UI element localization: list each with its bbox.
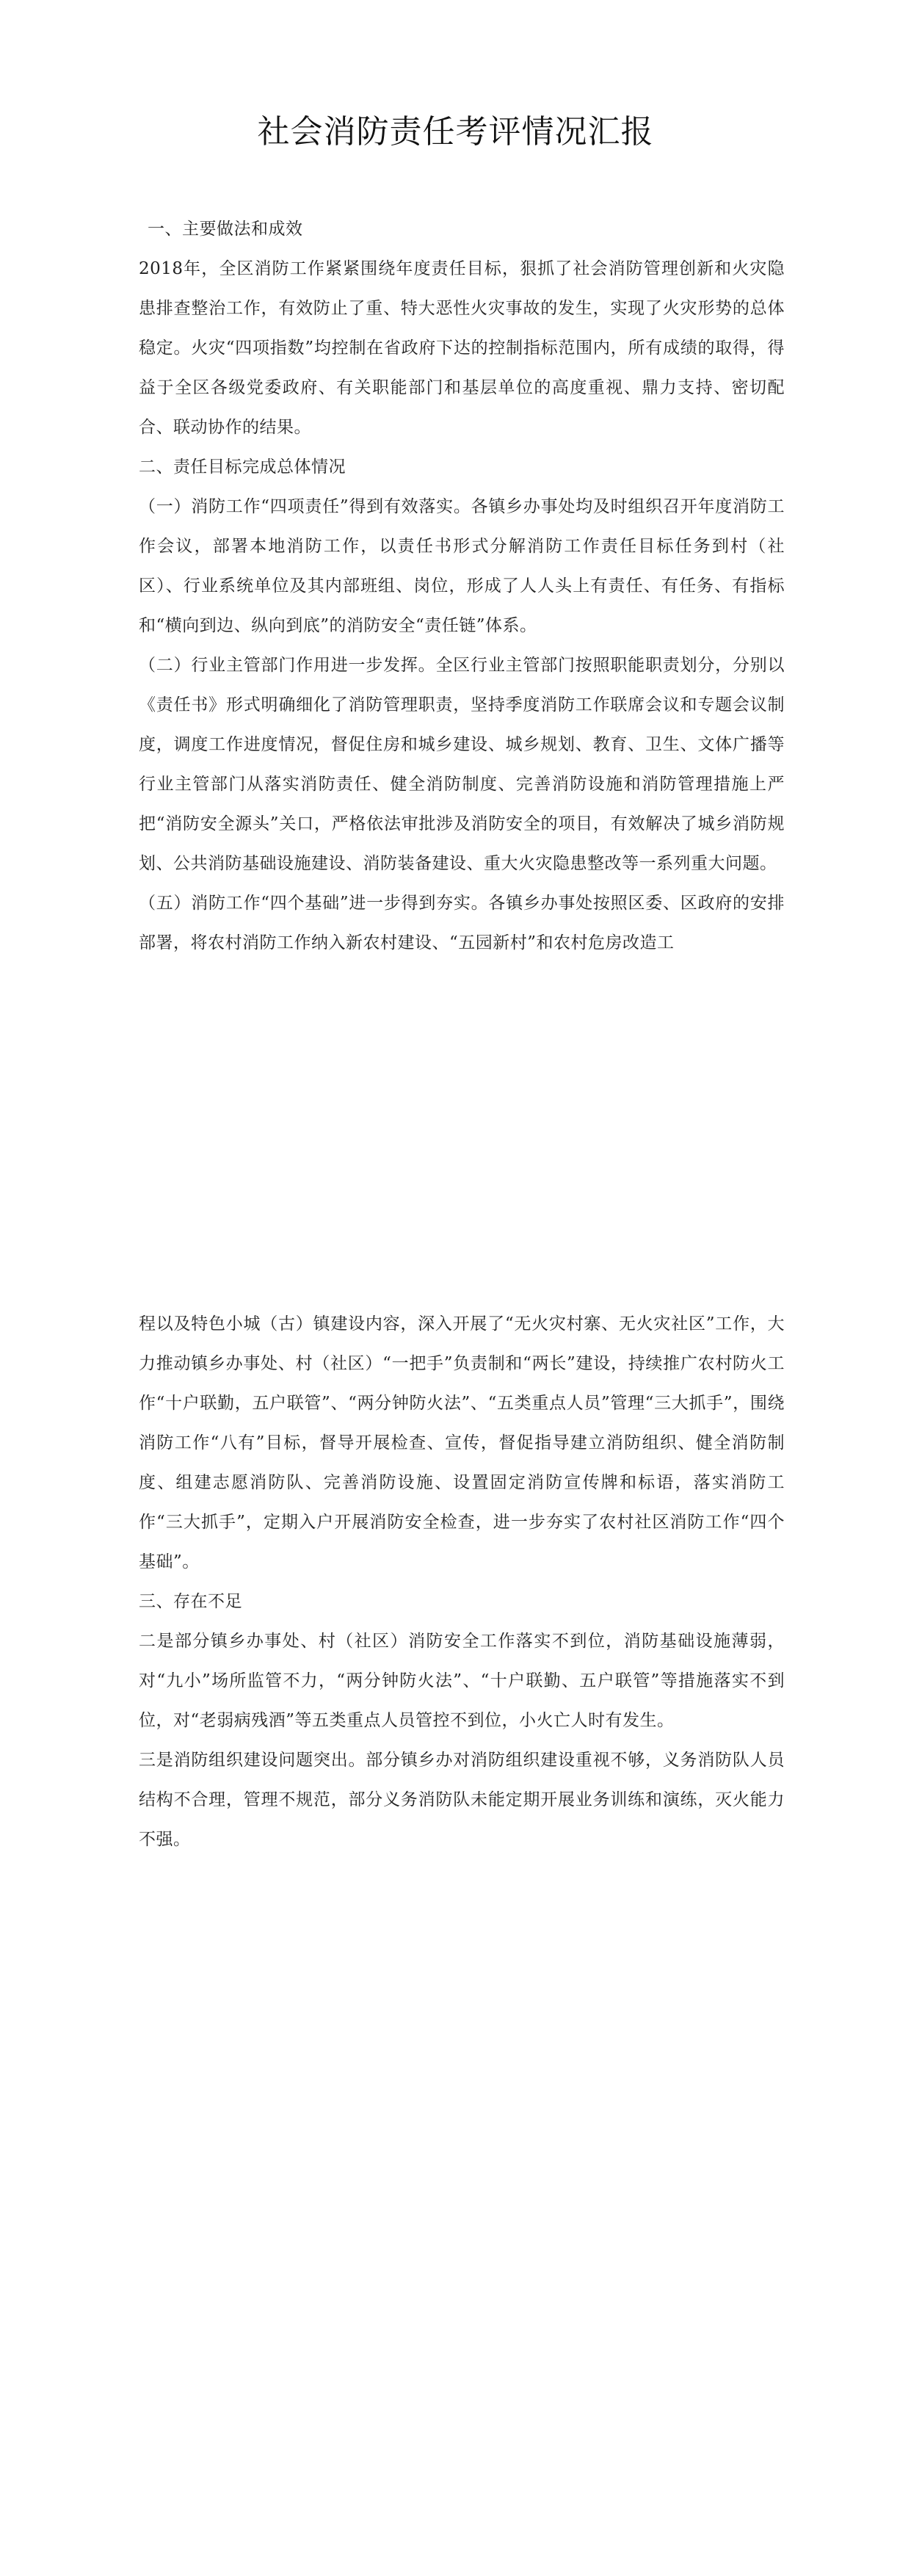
paragraph-four-foundations-start: （五）消防工作“四个基础”进一步得到夯实。各镇乡办事处按照区委、区政府的安排部署，将农村消防工作纳入新农村建设、“五园新村”和农村危房改造工 xyxy=(139,894,785,952)
section-heading-main-practices: 一、主要做法和成效 xyxy=(148,220,303,239)
paragraph-four-responsibilities: （一）消防工作“四项责任”得到有效落实。各镇乡办事处均及时组织召开年度消防工作会议，部署本地消防工作，以责任书形式分解消防工作责任目标任务到村（社区）、行业系统单位及其内部班组、岗位，形成了人人头上有责任、有任务、有指标和“横向到边、纵向到底”的消防安全“责任链”体系。 xyxy=(139,497,785,635)
paragraph-shortcoming-three: 三是消防组织建设问题突出。部分镇乡办对消防组织建设重视不够，义务消防队人员结构不合理，管理不规范，部分义务消防队未能定期开展业务训练和演练，灭火能力不强。 xyxy=(139,1751,785,1849)
content-block-upper xyxy=(139,209,785,963)
paragraph-four-foundations-continued: 程以及特色小城（古）镇建设内容，深入开展了“无火灾村寨、无火灾社区”工作，大力推动镇乡办事处、村（社区）“一把手”负责制和“两长”建设，持续推广农村防火工作“十户联勤，五户联管”、“两分钟防火法”、“五类重点人员”管理“三大抓手”，围绕消防工作“八有”目标，督导开展检查、宣传，督促指导建立消防组织、健全消防制度、组建志愿消防队、完善消防设施、设置固定消防宣传牌和标语，落实消防工作“三大抓手”，定期入户开展消防安全检查，进一步夯实了农村社区消防工作“四个基础”。 xyxy=(139,1314,785,1571)
section-heading-shortcomings: 三、存在不足 xyxy=(139,1592,242,1611)
document-title: 社会消防责任考评情况汇报 xyxy=(257,113,654,151)
section-heading-targets: 二、责任目标完成总体情况 xyxy=(139,457,346,477)
content-block-lower xyxy=(139,1304,785,1859)
paragraph-overview: 2018年，全区消防工作紧紧围绕年度责任目标，狠抓了社会消防管理创新和火灾隐患排查整治工作，有效防止了重、特大恶性火灾事故的发生，实现了火灾形势的总体稳定。火灾“四项指数”均控制在省政府下达的控制指标范围内，所有成绩的取得，得益于全区各级党委政府、有关职能部门和基层单位的高度重视、鼎力支持、密切配合、联动协作的结果。 xyxy=(139,259,785,437)
paragraph-shortcoming-two: 二是部分镇乡办事处、村（社区）消防安全工作落实不到位，消防基础设施薄弱，对“九小”场所监管不力，“两分钟防火法”、“十户联勤、五户联管”等措施落实不到位，对“老弱病残酒”等五类重点人员管控不到位，小火亡人时有发生。 xyxy=(139,1632,785,1730)
paragraph-industry-departments: （二）行业主管部门作用进一步发挥。全区行业主管部门按照职能职责划分，分别以《责任书》形式明确细化了消防管理职责，坚持季度消防工作联席会议和专题会议制度，调度工作进度情况，督促住房和城乡建设、城乡规划、教育、卫生、文体广播等行业主管部门从落实消防责任、健全消防制度、完善消防设施和消防管理措施上严把“消防安全源头”关口，严格依法审批涉及消防安全的项目，有效解决了城乡消防规划、公共消防基础设施建设、消防装备建设、重大火灾隐患整改等一系列重大问题。 xyxy=(139,656,785,873)
